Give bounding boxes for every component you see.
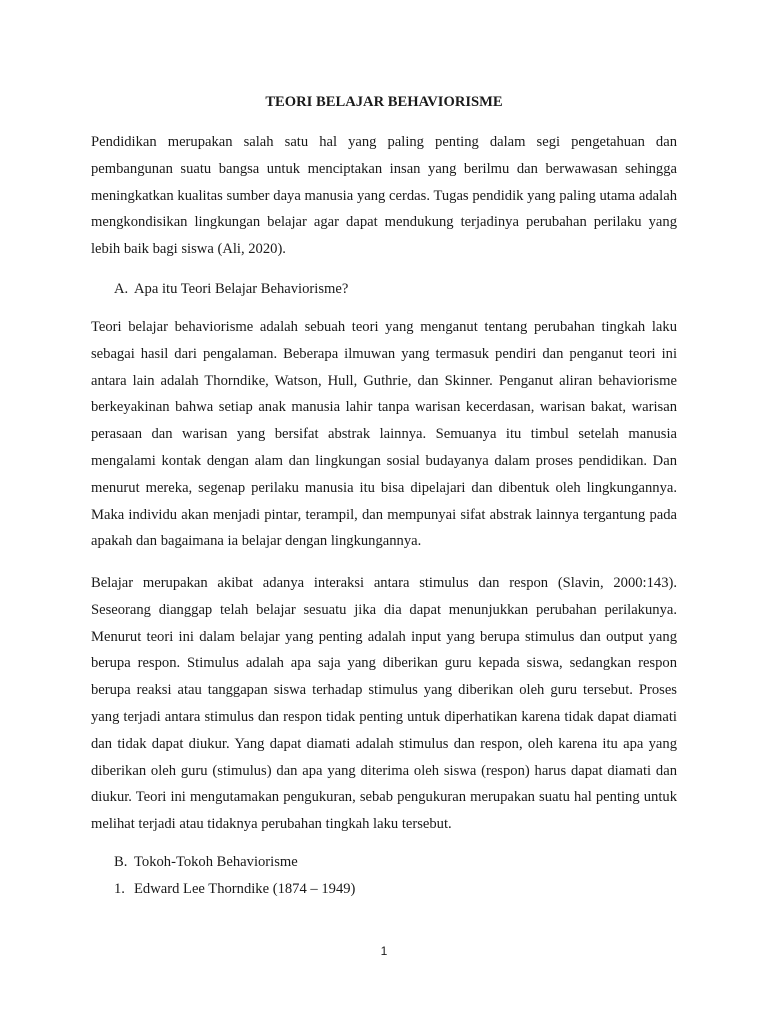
section-heading-a bbox=[114, 279, 348, 299]
section-heading-b bbox=[114, 852, 298, 872]
document-title: TEORI BELAJAR BEHAVIORISME bbox=[265, 94, 503, 110]
section-heading-text: Tokoh-Tokoh Behaviorisme bbox=[134, 854, 298, 870]
section-marker: A. bbox=[114, 281, 129, 297]
page-number: 1 bbox=[380, 944, 388, 958]
paragraph-introduction: Pendidikan merupakan salah satu hal yang paling penting dalam segi pengetahuan dan pembangunan suatu bangsa untuk menciptakan insan yang berilmu dan berwawasan sehingga meningkatkan kualitas sumber daya manusia yang cerdas. Tugas pendidik yang paling utama adalah mengkondisikan lingkungan belajar agar dapat mendukung terjadinya perubahan perilaku yang lebih baik bagi siswa (Ali, 2020). bbox=[91, 134, 677, 258]
list-item-text: Edward Lee Thorndike (1874 – 1949) bbox=[134, 881, 356, 897]
paragraph-stimulus-response: Belajar merupakan akibat adanya interaksi antara stimulus dan respon (Slavin, 2000:143). Seseorang dianggap telah belajar sesuatu jika dia dapat menunjukkan perubahan perilakunya. Menurut teori ini dalam belajar yang penting adalah input yang berupa stimulus dan output yang berupa respon. Stimulus adalah apa saja yang diberikan guru kepada siswa, sedangkan respon berupa reaksi atau tanggapan siswa terhadap stimulus yang diberikan oleh guru tersebut. Proses yang terjadi antara stimulus dan respon tidak penting untuk diperhatikan karena tidak dapat diamati dan tidak dapat diukur. Yang dapat diamati adalah stimulus dan respon, oleh karena itu apa yang diberikan oleh guru (stimulus) dan apa yang diterima oleh siswa (respon) harus dapat diamati dan diukur. Teori ini mengutamakan pengukuran, sebab pengukuran merupakan suatu hal penting untuk melihat terjadi atau tidaknya perubahan tingkah laku tersebut. bbox=[91, 575, 677, 833]
list-item bbox=[114, 879, 355, 899]
section-heading-text: Apa itu Teori Belajar Behaviorisme? bbox=[134, 281, 349, 297]
section-marker: B. bbox=[114, 854, 128, 870]
list-marker: 1. bbox=[114, 881, 125, 897]
paragraph-definition: Teori belajar behaviorisme adalah sebuah teori yang menganut tentang perubahan tingkah laku sebagai hasil dari pengalaman. Beberapa ilmuwan yang termasuk pendiri dan penganut teori ini antara lain adalah Thorndike, Watson, Hull, Guthrie, dan Skinner. Penganut aliran behaviorisme berkeyakinan bahwa setiap anak manusia lahir tanpa warisan kecerdasan, warisan bakat, warisan perasaan dan warisan yang bersifat abstrak lainnya. Semuanya itu timbul setelah manusia mengalami kontak dengan alam dan lingkungan sosial budayanya dalam proses pendidikan. Dan menurut mereka, segenap perilaku manusia itu bisa dipelajari dan dibentuk oleh lingkungannya. Maka individu akan menjadi pintar, terampil, dan mempunyai sifat abstrak lainnya tergantung pada apakah dan bagaimana ia belajar dengan lingkungannya. bbox=[91, 319, 677, 550]
